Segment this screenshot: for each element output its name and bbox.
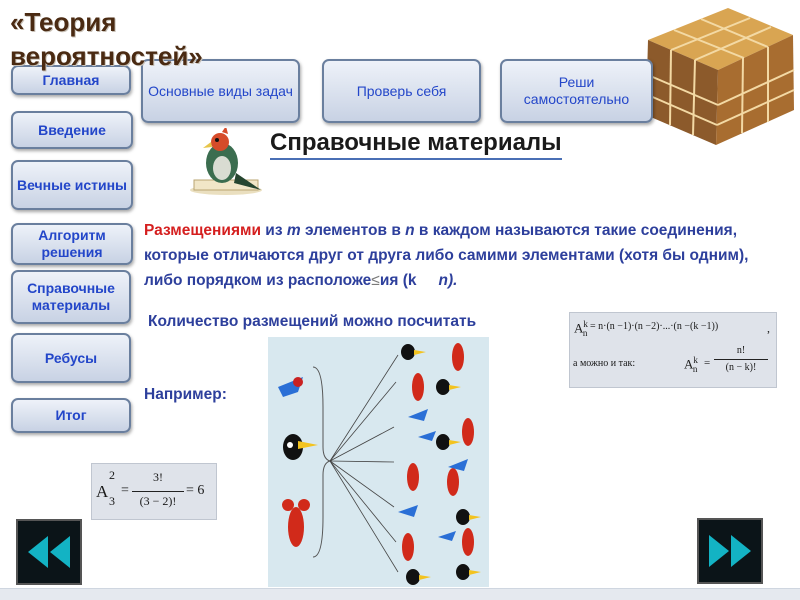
arrangement-illustration bbox=[268, 337, 489, 587]
formula-rhs: = n·(n −1)·(n −2)·...·(n −(k −1)) bbox=[590, 321, 719, 332]
nav-check-button[interactable] bbox=[322, 59, 481, 123]
next-slide-button[interactable] bbox=[697, 518, 763, 584]
example-label: Например: bbox=[144, 386, 227, 403]
nav-truths-label: Вечные истины bbox=[16, 176, 128, 193]
double-left-arrow-icon bbox=[24, 532, 74, 572]
nav-summary-button[interactable] bbox=[11, 398, 131, 433]
nav-algorithm-label: Алгоритм решения bbox=[38, 227, 106, 260]
formula-lhs: A bbox=[574, 320, 584, 336]
formula-alt-label: а можно и так: bbox=[573, 358, 636, 369]
nav-check-label: Проверь себя bbox=[356, 82, 447, 99]
presentation-title: «Теория вероятностей» bbox=[10, 7, 203, 71]
nav-summary-label: Итог bbox=[55, 407, 87, 423]
double-right-arrow-icon bbox=[705, 531, 755, 571]
section-heading: Справочные материалы bbox=[270, 128, 562, 160]
parrot-illustration bbox=[186, 128, 266, 198]
nav-reference-button[interactable] bbox=[11, 270, 131, 324]
nav-reference-label: Справочные материалы bbox=[27, 280, 115, 313]
example-formula: A 2 3 = 3! (3 − 2)! = 6 bbox=[91, 463, 217, 520]
nav-puzzles-label: Ребусы bbox=[44, 349, 98, 366]
nav-solve-button[interactable] bbox=[500, 59, 653, 123]
definition-term: Размещениями bbox=[144, 222, 261, 239]
nav-puzzles-button[interactable] bbox=[11, 333, 131, 383]
previous-slide-button[interactable] bbox=[16, 519, 82, 585]
nav-main-label: Главная bbox=[42, 71, 100, 88]
bottom-bar bbox=[0, 588, 800, 600]
nav-intro-button[interactable] bbox=[11, 111, 133, 149]
count-text: Количество размещений можно посчитать bbox=[148, 313, 477, 330]
nav-tasks-label: Основные виды задач bbox=[148, 82, 293, 99]
permutation-formula: $A^k_n$ = n·(n −1)·(n −2)·...·(n −(k −1)) , а можно и так: $A^k_n$ = n! (n − k)! bbox=[569, 312, 777, 388]
definition-paragraph: Размещениями из m элементов в n в каждом называются такие соединения, которые отличаются друг от друга либо самими элементами (хотя бы одним), либо порядком из расположе≤ия (k n). bbox=[144, 222, 749, 289]
nav-algorithm-button[interactable] bbox=[11, 223, 133, 265]
nav-solve-label: Реши самостоятельно bbox=[523, 74, 630, 107]
nav-truths-button[interactable] bbox=[11, 160, 133, 210]
nav-intro-label: Введение bbox=[38, 121, 106, 138]
less-equal-icon: ≤ bbox=[371, 272, 380, 289]
